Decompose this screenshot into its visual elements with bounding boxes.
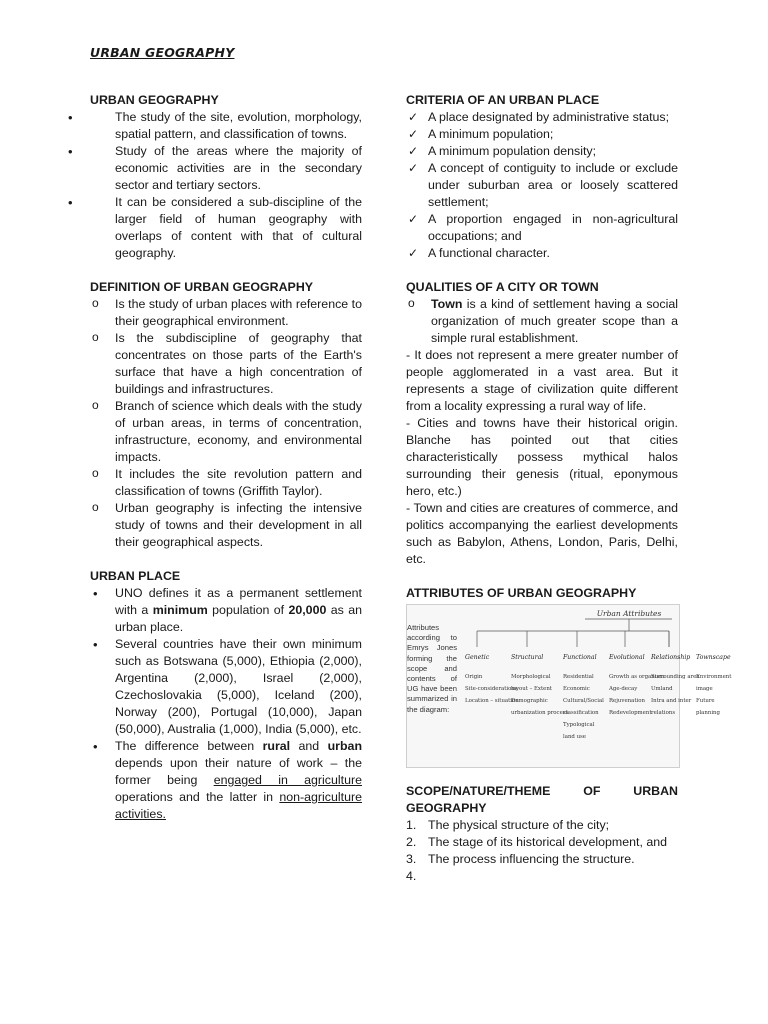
list-item: ✓ A minimum population;: [406, 126, 678, 143]
diagram-column-title: Townscape: [696, 654, 731, 661]
urban-geography-list: [90, 109, 362, 262]
definition-section: [90, 279, 362, 551]
attributes-diagram: [406, 604, 732, 768]
list-item: ✓ A functional character.: [406, 245, 678, 262]
diagram-column-item: layout – Extent: [511, 686, 552, 692]
diagram-caption: Attributes according to Emrys Jones forming the scope and contents of UG have been summarized in the diagram:: [407, 623, 457, 714]
diagram-column-item: Surrounding area: [651, 674, 700, 680]
scope-heading-word: SCOPE/NATURE/THEME: [406, 784, 551, 798]
scope-heading-word: OF: [583, 784, 601, 798]
diagram-column-item: Growth as organism: [609, 674, 665, 680]
scope-section: [406, 783, 678, 883]
page-title: URBAN GEOGRAPHY: [90, 45, 235, 60]
list-item: ✓ A minimum population density;: [406, 143, 678, 160]
list-item: ✓ A concept of contiguity to include or exclude under suburban area or loosely scattered settlement;: [406, 160, 678, 211]
diagram-column-item: Morphological: [511, 674, 551, 680]
qualities-section: [406, 279, 678, 568]
list-item: o Town is a kind of settlement having a social organization of much greater scope than a simple rural establishment.: [406, 296, 678, 347]
diagram-column-title: Evolutional: [609, 654, 645, 661]
diagram-column-item: Economic: [563, 686, 590, 692]
diagram-column-item: Location – situation: [465, 698, 519, 704]
list-item: o Is the study of urban places with reference to their geographical environment.: [90, 296, 362, 330]
definition-list: [90, 296, 362, 551]
list-item: o Branch of science which deals with the study of urban areas, in terms of concentration, infrastructure, economy, and environmental impacts.: [90, 398, 362, 466]
qualities-paragraph: - Cities and towns have their historical origin. Blanche has pointed out that cities characteristically possess mythical halos surrounding their genesis (ritual, eponymous hero, etc.): [406, 416, 678, 498]
attributes-section: [406, 585, 732, 768]
list-item: 3. The process influencing the structure.: [406, 852, 635, 866]
qualities-heading: QUALITIES OF A CITY OR TOWN: [406, 280, 599, 294]
urban-place-heading: URBAN PLACE: [90, 569, 181, 583]
diagram-column-item: Environment: [696, 674, 732, 680]
diagram-column-title: Structural: [511, 654, 544, 661]
diagram-column-item: Demographic: [511, 698, 548, 704]
diagram-root-label: Urban Attributes: [596, 609, 662, 618]
scope-list: 1. The physical structure of the city; 2. The stage of its historical development, and 3. The process influencing the structure. 4.: [406, 817, 678, 868]
list-item: ✓ A place designated by administrative status;: [406, 109, 678, 126]
scope-heading-line1: [406, 783, 678, 800]
urban-geography-section: [90, 92, 362, 262]
definition-heading: DEFINITION OF URBAN GEOGRAPHY: [90, 280, 314, 294]
diagram-column-item: urbanization process: [511, 710, 569, 716]
list-item: • Study of the areas where the majority of economic activities are in the secondary sector and tertiary sectors.: [90, 143, 362, 194]
urban-place-list: [90, 585, 362, 823]
scope-heading-word: URBAN: [633, 784, 678, 798]
diagram-column-item: Age-decay: [609, 686, 638, 692]
list-item: o It includes the site revolution pattern and classification of towns (Griffith Taylor).: [90, 466, 362, 500]
qualities-paragraph: - It does not represent a mere greater number of people agglomerated in a vast area. But it represents a stage of civilization quite different from a locality expressing a rural way of life.: [406, 348, 678, 413]
diagram-svg: [407, 605, 732, 767]
list-item: 1. The physical structure of the city;: [406, 818, 610, 832]
qualities-list: [406, 296, 678, 347]
criteria-list: [406, 109, 678, 262]
diagram-column-item: Umland: [651, 686, 673, 692]
diagram-column-title: Relationship: [651, 654, 691, 661]
attributes-heading: ATTRIBUTES OF URBAN GEOGRAPHY: [406, 586, 637, 600]
list-item: o Urban geography is infecting the intensive study of towns and their development in all their geographical aspects.: [90, 500, 362, 551]
diagram-column-item: Intra and inter: [651, 698, 692, 704]
diagram-column-item: Cultural/Social: [563, 698, 604, 704]
criteria-section: [406, 92, 678, 262]
list-item: o Is the subdiscipline of geography that concentrates on those parts of the Earth's surface that have a high concentration of buildings and infrastructures.: [90, 330, 362, 398]
diagram-column-item: Site-considerations: [465, 686, 518, 692]
diagram-column-title: Genetic: [465, 654, 490, 661]
urban-place-section: [90, 568, 362, 823]
diagram-column-item: planning: [696, 710, 720, 716]
diagram-column-item: Typological: [563, 722, 595, 728]
diagram-column-item: Future: [696, 698, 715, 704]
scope-heading-line2: GEOGRAPHY: [406, 801, 487, 815]
diagram-column-title: Functional: [563, 654, 597, 661]
right-column: [406, 92, 732, 883]
list-item: • The difference between rural and urban depends upon their nature of work – the former being engaged in agriculture operations and the latter in non-agriculture activities.: [90, 738, 362, 823]
urban-geography-heading: URBAN GEOGRAPHY: [90, 93, 219, 107]
diagram-column-item: image: [696, 686, 713, 692]
list-item: ✓ A proportion engaged in non-agricultural occupations; and: [406, 211, 678, 245]
list-item: • UNO defines it as a permanent settlement with a minimum population of 20,000 as an urban place.: [90, 585, 362, 636]
diagram-column-item: relations: [651, 710, 676, 716]
list-item: • The study of the site, evolution, morphology, spatial pattern, and classification of towns.: [90, 109, 362, 143]
diagram-column-item: Redevelopment: [609, 710, 652, 716]
qualities-paragraph: - Town and cities are creatures of commerce, and politics accompanying the earliest developments such as Babylon, Athens, London, Paris, Delhi, etc.: [406, 501, 678, 566]
diagram-column-item: Rejuvenation: [609, 698, 645, 704]
diagram-column-item: land use: [563, 734, 587, 740]
list-item: • It can be considered a sub-discipline of the larger field of human geography with overlaps of content with that of cultural geography.: [90, 194, 362, 262]
left-column: [90, 92, 362, 840]
criteria-heading: CRITERIA OF AN URBAN PLACE: [406, 93, 600, 107]
list-item: • Several countries have their own minimum such as Botswana (5,000), Ethiopia (2,000), Argentina (2,000), Israel (2,000), Czechoslovakia (5,000), Iceland (200), Norway (200), Portugal (10,000), Japan (50,000), Australia (1,000), India (5,000), etc.: [90, 636, 362, 738]
diagram-column-item: Residential: [563, 674, 594, 680]
list-item: 2. The stage of its historical development, and: [406, 835, 667, 849]
diagram-column-item: Origin: [465, 674, 483, 680]
diagram-column-item: classification: [563, 710, 599, 716]
